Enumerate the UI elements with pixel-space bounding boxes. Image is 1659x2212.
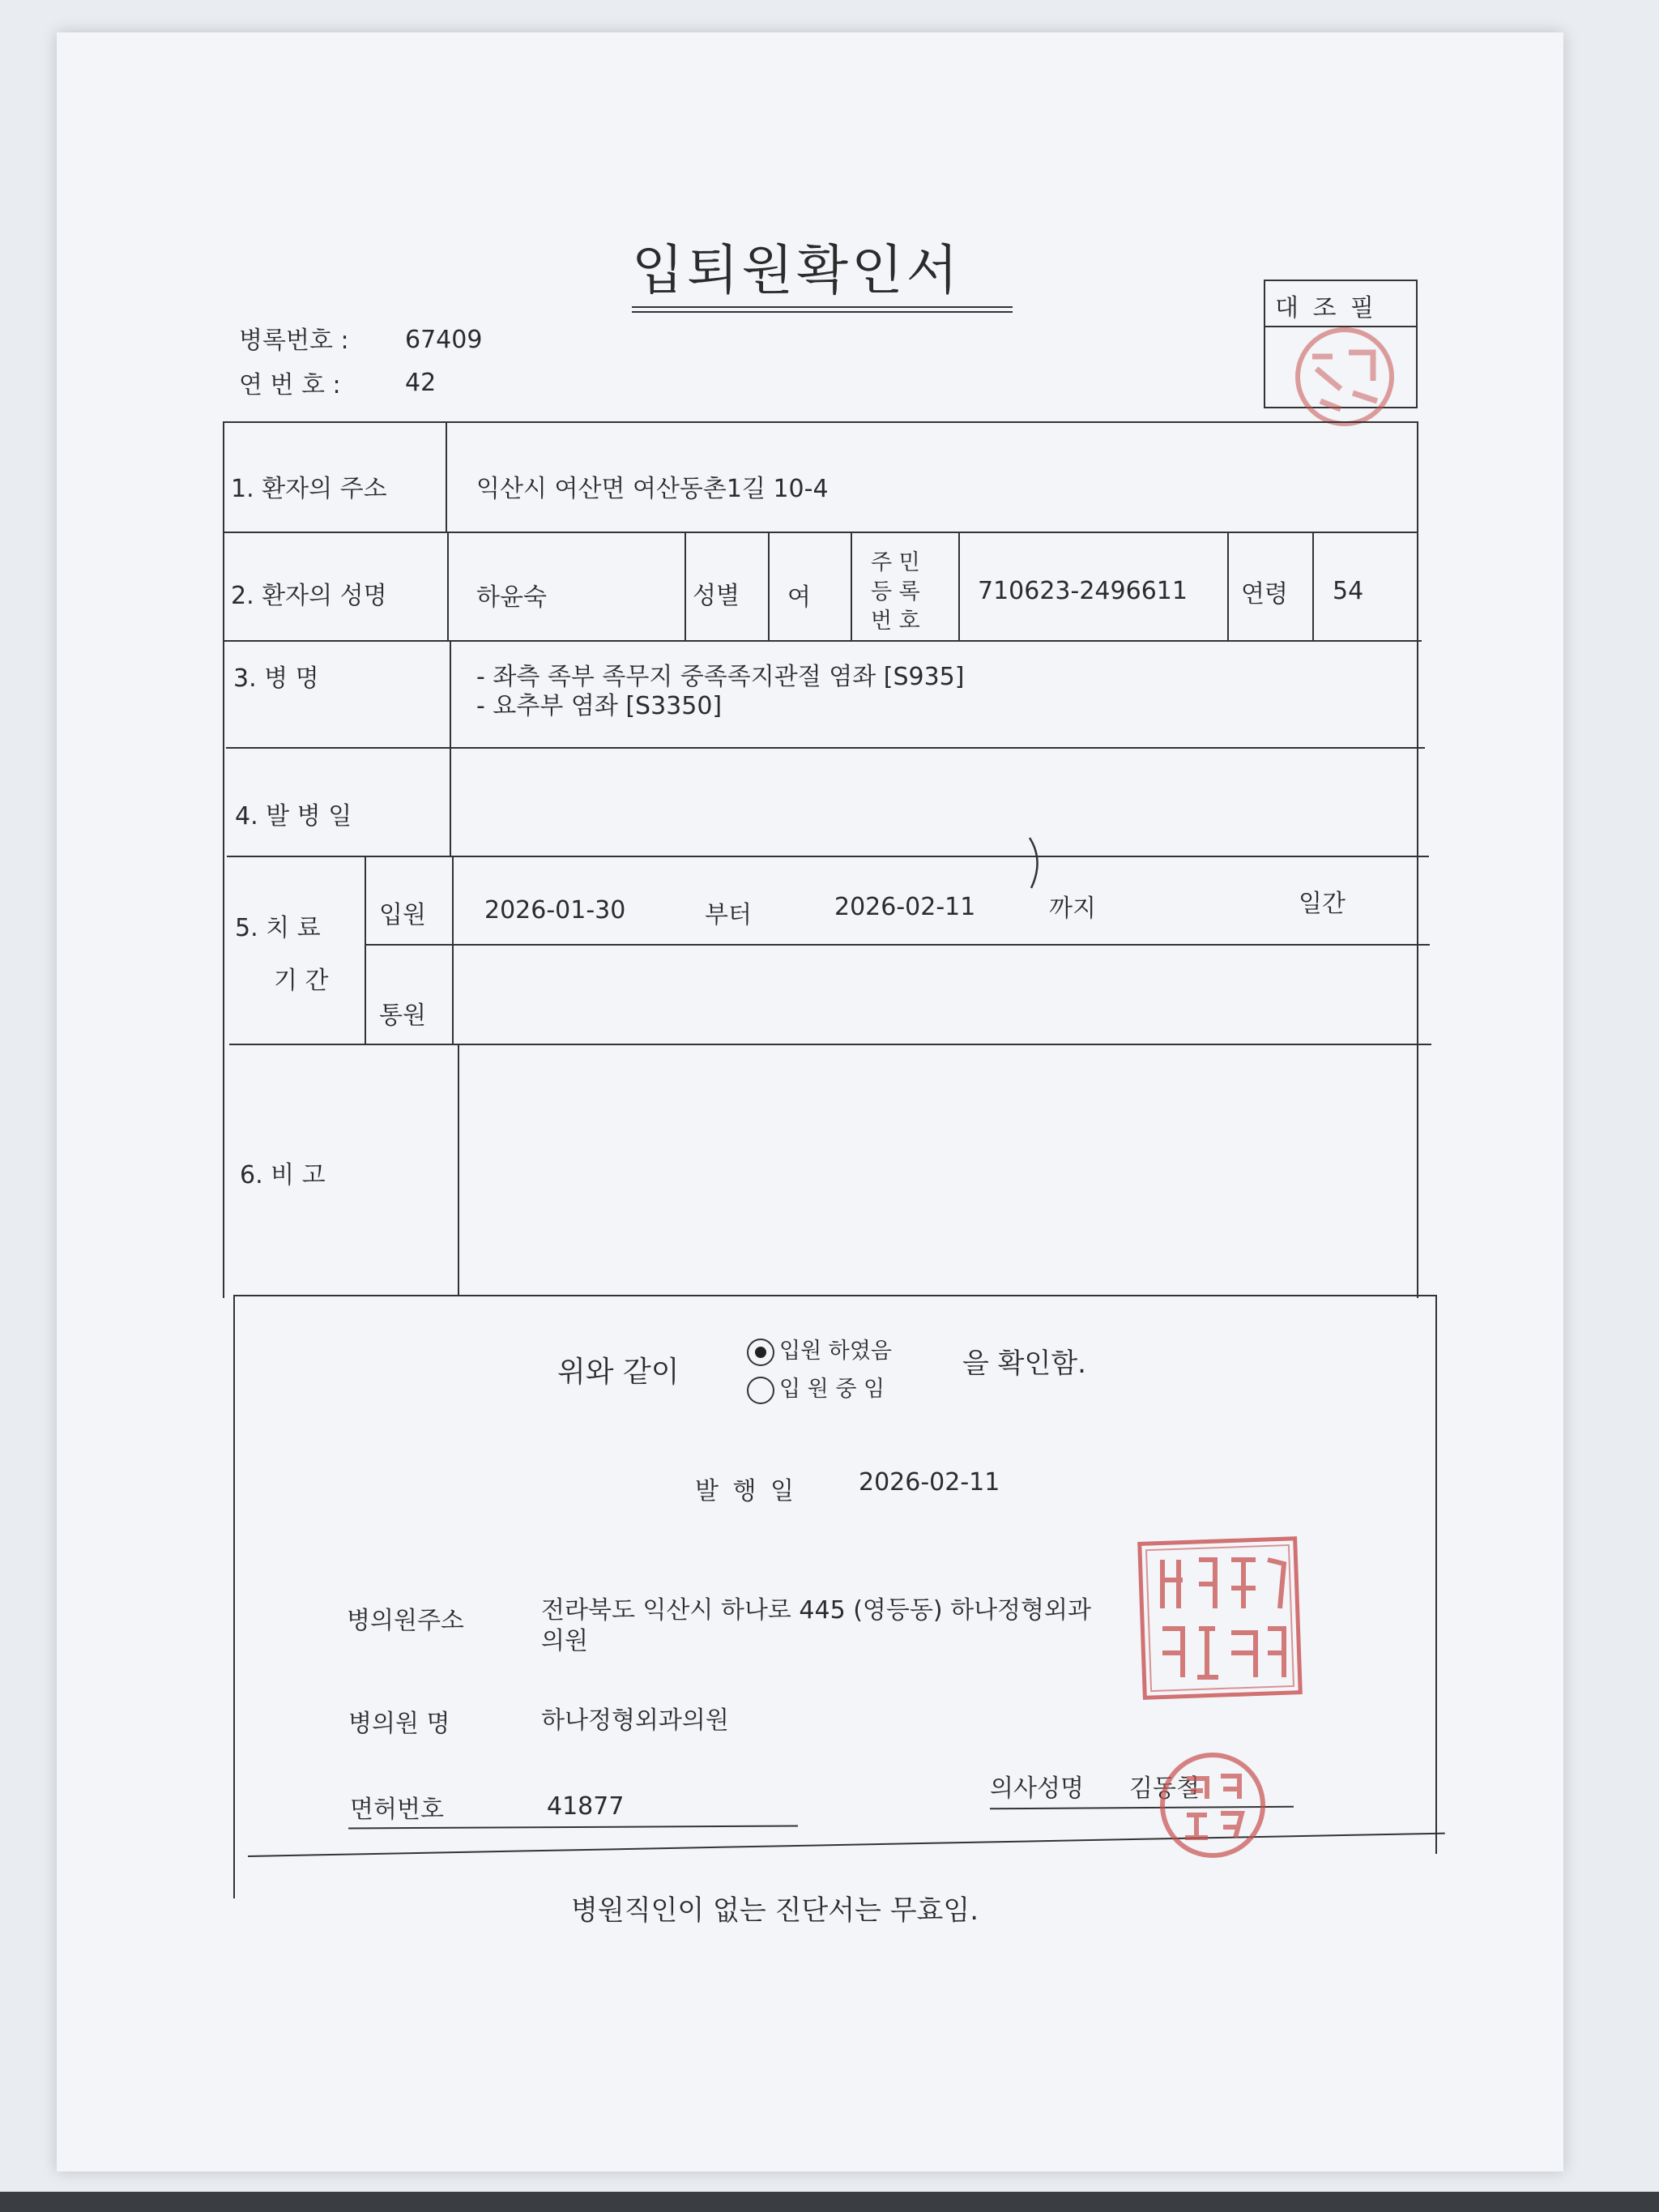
- confirm-option-1: [747, 1333, 892, 1366]
- inpatient-start-date: 2026-01-30: [484, 896, 626, 925]
- inpatient-label: 입원: [379, 901, 426, 929]
- period-label-1: 5. 치 료: [235, 914, 321, 942]
- disease-label: 3. 병 명: [233, 664, 319, 693]
- chart-number-value: 67409: [405, 326, 483, 354]
- confirm-prefix: 위와 같이: [557, 1356, 680, 1389]
- info-table: [223, 421, 1418, 1298]
- rrn-label-2: 등 록: [871, 579, 920, 604]
- title-underline: [632, 306, 1013, 313]
- hospital-name-label: 병의원 명: [348, 1710, 450, 1738]
- disease-line-1: - 좌측 족부 족무지 중족족지관절 염좌 [S935]: [476, 663, 965, 691]
- issue-date-value: 2026-02-11: [859, 1468, 1000, 1497]
- hospital-seal-stamp: [1134, 1531, 1308, 1706]
- until-label: 까지: [1049, 895, 1096, 923]
- sex-value: 여: [787, 583, 811, 612]
- address-value: 익산시 여산면 여산동촌1길 10-4: [476, 475, 829, 503]
- license-number-label: 면허번호: [350, 1796, 444, 1824]
- rrn-label-3: 번 호: [871, 609, 920, 634]
- hospital-address-label: 병의원주소: [347, 1607, 464, 1635]
- address-label: 1. 환자의 주소: [231, 475, 387, 503]
- radio-admitted-selected: [747, 1339, 774, 1366]
- onset-label: 4. 발 병 일: [235, 802, 352, 831]
- desk-edge: [0, 2192, 1659, 2212]
- patient-name-value: 하윤숙: [476, 583, 547, 612]
- doctor-seal-stamp: [1154, 1750, 1272, 1860]
- name-label: 2. 환자의 성명: [231, 582, 387, 610]
- chart-number-label: 병록번호 :: [239, 327, 349, 355]
- rrn-label-1: 주 민: [871, 550, 920, 575]
- serial-number-label: 연 번 호 :: [239, 371, 341, 399]
- confirm-option-2: [747, 1371, 885, 1404]
- doctor-name-value: 김동철: [1129, 1774, 1200, 1803]
- radio-in-hospital: [747, 1377, 774, 1404]
- hospital-address-line-1: 전라북도 익산시 하나로 445 (영등동) 하나정형외과: [541, 1596, 1091, 1625]
- document-title: 입퇴원확인서: [632, 239, 962, 301]
- confirm-option-1-label: 입원 하였음: [779, 1339, 892, 1364]
- age-value: 54: [1333, 577, 1364, 605]
- from-label: 부터: [705, 901, 752, 929]
- license-number-value: 41877: [547, 1792, 625, 1821]
- remarks-label: 6. 비 고: [240, 1161, 326, 1189]
- issue-date-label: 발 행 일: [695, 1477, 798, 1505]
- footer-notice: 병원직인이 없는 진단서는 무효임.: [571, 1894, 979, 1927]
- serial-number-value: 42: [405, 369, 437, 397]
- compare-box-label: 대 조 필: [1275, 294, 1378, 322]
- outpatient-label: 통원: [379, 1001, 426, 1030]
- confirm-option-2-label: 입 원 중 임: [779, 1377, 885, 1402]
- period-label-2: 기 간: [274, 967, 329, 995]
- sex-label: 성별: [693, 582, 740, 610]
- doctor-name-label: 의사성명: [990, 1774, 1084, 1803]
- inpatient-end-date: 2026-02-11: [834, 893, 976, 921]
- disease-line-2: - 요추부 염좌 [S3350]: [476, 692, 723, 720]
- pen-mark: [1025, 835, 1049, 891]
- days-label: 일간: [1299, 890, 1346, 918]
- hospital-name-value: 하나정형외과의원: [541, 1706, 729, 1735]
- confirm-suffix: 을 확인함.: [962, 1347, 1086, 1380]
- rrn-value: 710623-2496611: [978, 577, 1188, 605]
- age-label: 연령: [1241, 580, 1288, 609]
- compare-seal-stamp: [1284, 324, 1405, 429]
- hospital-address-line-2: 의원: [541, 1627, 588, 1655]
